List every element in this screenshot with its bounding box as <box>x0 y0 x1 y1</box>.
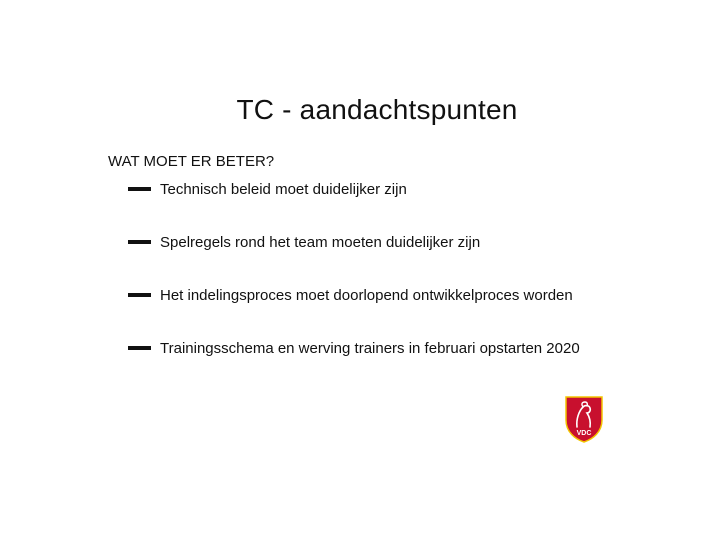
bullet-text: Het indelingsproces moet doorlopend ontwikkelproces worden <box>160 287 573 304</box>
section-heading: WAT MOET ER BETER? <box>108 153 275 170</box>
club-logo <box>562 394 606 444</box>
dash-bullet-icon <box>128 240 151 244</box>
bullet-text: Spelregels rond het team moeten duidelijker zijn <box>160 234 481 251</box>
dash-bullet-icon <box>128 346 151 350</box>
dash-bullet-icon <box>128 293 151 297</box>
logo-text: VDC <box>576 430 592 437</box>
bullet-text: Trainingsschema en werving trainers in februari opstarten 2020 <box>160 340 580 357</box>
dash-bullet-icon <box>128 187 151 191</box>
bullet-text: Technisch beleid moet duidelijker zijn <box>160 181 407 198</box>
slide-title: TC - aandachtspunten <box>236 94 518 125</box>
